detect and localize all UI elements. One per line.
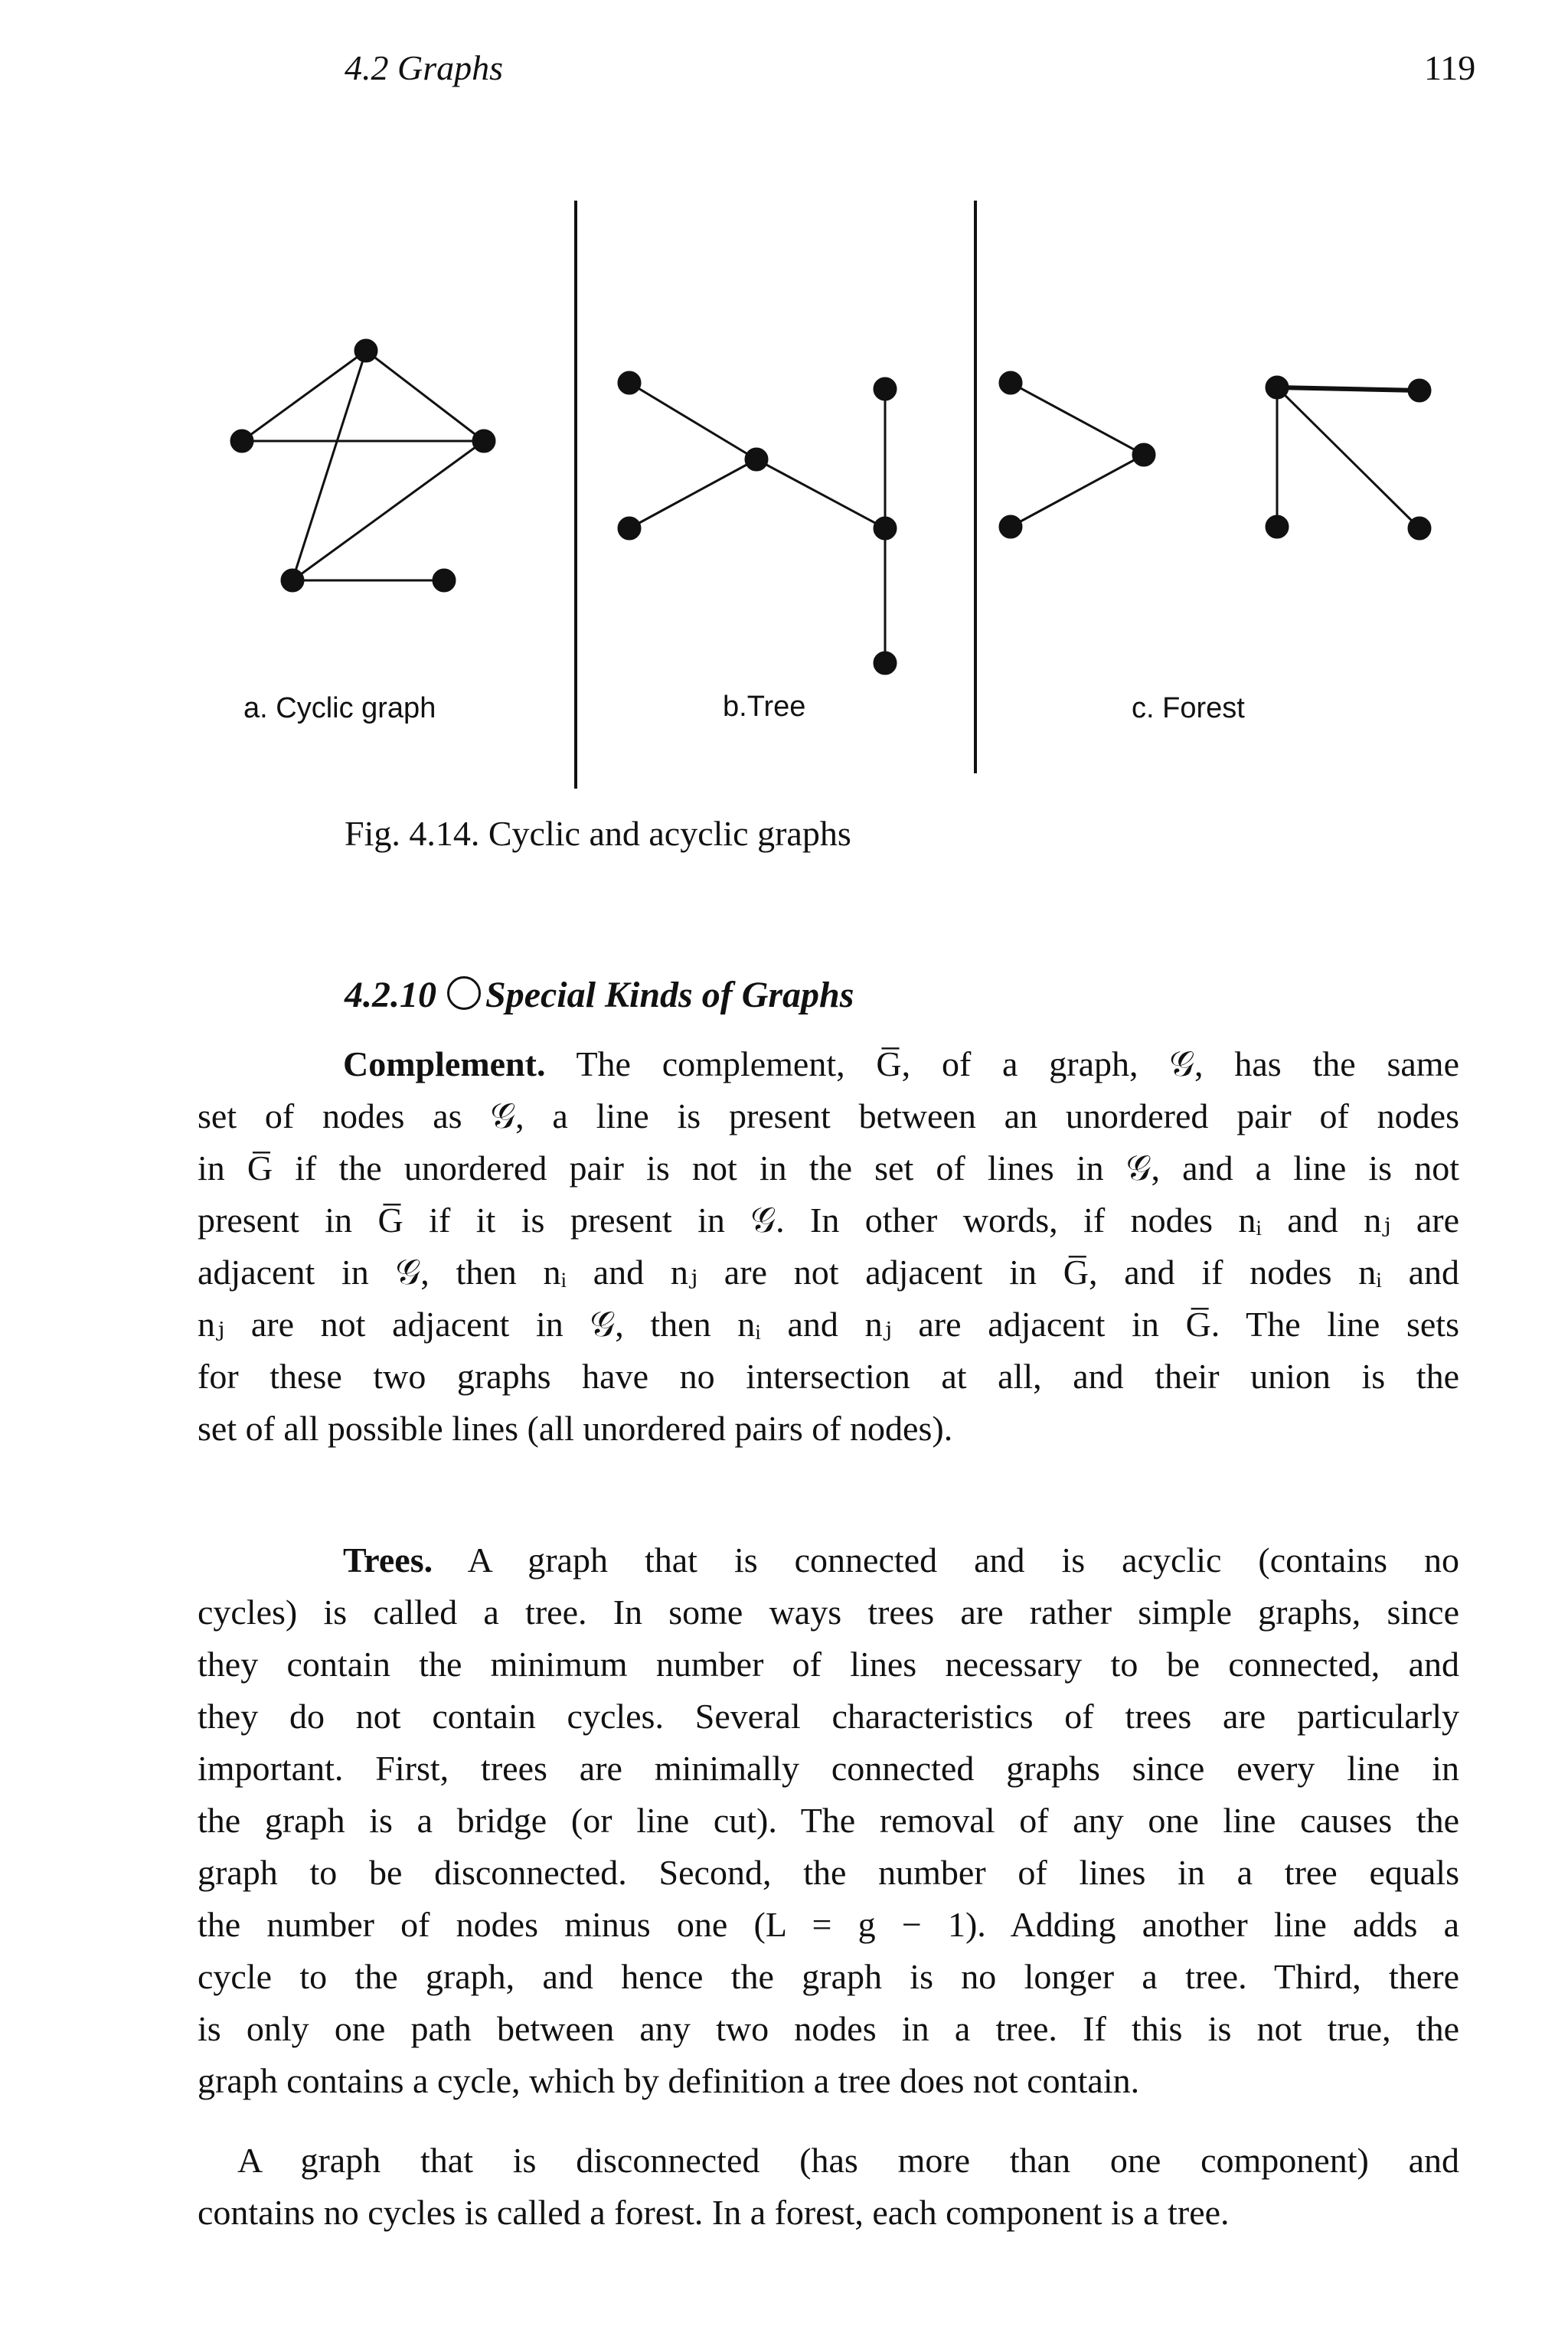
paragraph-line: nⱼ are not adjacent in 𝒢, then nᵢ and nⱼ are adjacent in G̅. The line sets <box>198 1305 1459 1344</box>
paragraph-line: graph to be disconnected. Second, the number of lines in a tree equals <box>198 1853 1459 1892</box>
node <box>874 652 896 674</box>
graph-drawings <box>0 0 1568 812</box>
paragraph-line: Complement. The complement, G̅, of a graph, 𝒢, has the same <box>343 1044 1459 1083</box>
paragraph-line: Trees. A graph that is connected and is acyclic (contains no <box>343 1540 1460 1580</box>
panel-caption-cyclic: a. Cyclic graph <box>243 692 436 724</box>
paragraph-line: A graph that is disconnected (has more than one component) and <box>237 2141 1459 2180</box>
node <box>619 518 640 539</box>
section-title: Special Kinds of Graphs <box>485 975 854 1015</box>
node <box>355 340 377 361</box>
paragraph-line: adjacent in 𝒢, then nᵢ and nⱼ are not adjacent in G̅, and if nodes nᵢ and <box>198 1253 1459 1292</box>
paragraph-line: they contain the minimum number of lines necessary to be connected, and <box>198 1645 1459 1684</box>
edge <box>1277 387 1419 528</box>
panel-caption-tree: b.Tree <box>723 691 806 723</box>
edge <box>1011 383 1144 455</box>
section-heading <box>345 974 854 1016</box>
edge <box>756 459 885 528</box>
section-number: 4.2.10 <box>345 975 436 1015</box>
trees-paragraph <box>198 1534 1459 2107</box>
edge <box>629 383 756 459</box>
run-in-heading: Complement. <box>343 1044 546 1083</box>
paragraph-line: present in G̅ if it is present in 𝒢. In other words, if nodes nᵢ and nⱼ are <box>198 1201 1459 1240</box>
cyclic-graph <box>231 340 495 591</box>
forest-graph <box>1000 372 1430 539</box>
node <box>433 570 455 591</box>
edge <box>366 351 484 441</box>
paragraph-line: graph contains a cycle, which by definition a tree does not contain. <box>198 2061 1140 2100</box>
node <box>1133 444 1155 466</box>
paragraph-line: cycles) is called a tree. In some ways trees are rather simple graphs, since <box>198 1593 1459 1632</box>
paragraph-line: important. First, trees are minimally connected graphs since every line in <box>198 1749 1459 1788</box>
paragraph-line: is only one path between any two nodes in a tree. If this is not true, the <box>198 2009 1459 2048</box>
edge <box>242 351 366 441</box>
edge <box>1011 455 1144 527</box>
node <box>1266 377 1288 398</box>
run-in-heading: Trees. <box>343 1540 433 1580</box>
paragraph-line: contains no cycles is called a forest. In a forest, each component is a tree. <box>198 2193 1230 2232</box>
figure-caption: Fig. 4.14. Cyclic and acyclic graphs <box>345 814 851 853</box>
node <box>874 518 896 539</box>
paragraph-line: set of all possible lines (all unordered pairs of nodes). <box>198 1409 953 1448</box>
paragraph-line: set of nodes as 𝒢, a line is present between an unordered pair of nodes <box>198 1096 1459 1135</box>
forest-paragraph <box>198 2135 1459 2239</box>
node <box>1266 516 1288 537</box>
page-number: 119 <box>1424 48 1476 87</box>
node <box>1409 518 1430 539</box>
paragraph-line: cycle to the graph, and hence the graph is no longer a tree. Third, there <box>198 1957 1459 1996</box>
node <box>1000 372 1021 394</box>
panel-caption-forest: c. Forest <box>1132 692 1245 724</box>
tree-graph <box>619 372 896 674</box>
paragraph-line: the graph is a bridge (or line cut). The removal of any one line causes the <box>198 1801 1459 1840</box>
paragraph-line: they do not contain cycles. Several characteristics of trees are particularly <box>198 1697 1459 1736</box>
node <box>231 430 253 452</box>
node <box>473 430 495 452</box>
edge <box>292 351 366 580</box>
figure-4-14 <box>0 0 1568 812</box>
paragraph-line: the number of nodes minus one (L = g − 1). Adding another line adds a <box>198 1905 1459 1944</box>
node <box>874 378 896 400</box>
edge <box>292 441 484 580</box>
node <box>619 372 640 394</box>
edge <box>629 459 756 528</box>
node <box>746 449 767 470</box>
node <box>282 570 303 591</box>
edge <box>1277 387 1419 390</box>
complement-paragraph <box>198 1038 1459 1455</box>
optional-section-circle-icon <box>447 976 481 1010</box>
paragraph-line: in G̅ if the unordered pair is not in the set of lines in 𝒢, and a line is not <box>198 1148 1459 1188</box>
node <box>1000 516 1021 537</box>
paragraph-line: for these two graphs have no intersection at all, and their union is the <box>198 1357 1459 1396</box>
node <box>1409 380 1430 401</box>
running-header: 4.2 Graphs <box>345 48 504 87</box>
